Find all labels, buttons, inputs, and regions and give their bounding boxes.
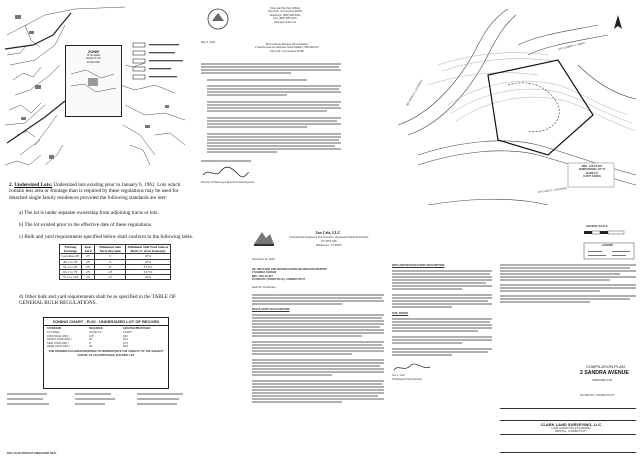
map-inset-line: SITE AREA <box>86 54 101 57</box>
table-cell: 33.3% <box>125 270 170 275</box>
heading-number: 2. <box>9 182 13 188</box>
table-cell: 10' <box>95 270 125 275</box>
table-cell: 5' <box>95 259 125 264</box>
table-header-cell: Existing Frontage <box>60 245 82 254</box>
table-cell: 46.1' to 55' <box>60 259 82 264</box>
table-cell: 25' <box>81 264 95 269</box>
item-a: a) The lot is under separate ownership from adjoining tracts or lots. <box>19 210 159 216</box>
company-logo-icon <box>252 228 276 248</box>
zoning-chart-note: THIS DRAWING HAS BEEN PREPARED TO DEMONSTRATE THE VIABILITY OF THE SUBJECT PARCEL AS AN APPROVABLE BUILDING LOT <box>48 350 164 357</box>
re-line: RE: WETLAND AND WATERCOURSE DELINEATION REPORT <box>252 268 328 271</box>
title-block <box>496 262 638 458</box>
zc-cell: LOT AREA <box>47 331 60 335</box>
org-line: Plymouth, Connecticut 06782 <box>268 10 302 14</box>
table-cell: 5' <box>95 254 125 259</box>
zc-cell: 40.0 <box>123 338 129 342</box>
to-line: Bunnysdoned Related Administration <box>265 43 309 46</box>
lot-label-line: 19,936 S.F. <box>585 171 599 175</box>
planning-letter <box>197 5 345 217</box>
table-cell: 25% <box>125 254 170 259</box>
zc-col: REQUIRED <box>89 327 103 330</box>
zc-cell: 262' <box>123 334 128 338</box>
table-cell: 12' <box>95 275 125 280</box>
table-cell: 25% <box>125 259 170 264</box>
road-label: N/F JOSEPH A. TIBERI <box>557 41 586 52</box>
to-line: 2 Sandra Avenue Newcase Nocal Mallard, 955-000-007 <box>255 46 319 50</box>
report-signer: Jon J. Celz <box>392 374 405 377</box>
table-cell: Less than 46' <box>60 254 82 259</box>
zc-col: STANDARD <box>47 327 62 330</box>
table-header-row <box>60 245 171 254</box>
table-header-cell: Minimum Side Yard Sum of Both (% of lot frontage) <box>125 245 170 254</box>
letter-signatory: Director of Planning & Economic Development <box>201 181 255 184</box>
yard-requirements-table <box>59 244 171 280</box>
zc-cell: 20,000 S.F. <box>89 331 103 335</box>
undersized-lots-paragraph <box>9 182 193 201</box>
re-line: MBL: R15-03-007 <box>252 274 273 278</box>
zc-col: EXISTING/PROPOSED <box>123 327 151 330</box>
company-sub: Professional Registered Soil Scientist • Registered Wetland Scientist <box>289 236 369 239</box>
zoning-regulations <box>5 178 195 460</box>
inset-map-graphic <box>66 64 121 104</box>
company-sub2: PO BOX 628 <box>321 240 337 243</box>
heading-text: Undersized lots existing prior to January 6, 1961. Lots which contain less area or frontage than is required by these regulations may be used for detached single family residences provided the following standards are met: <box>9 182 181 201</box>
table-header-cell: Minimum Side Yard One Side <box>95 245 125 254</box>
zc-cell: 6' <box>89 341 91 345</box>
heading-label: Undersized Lots: <box>14 182 53 188</box>
site-plan-drawing <box>388 5 638 260</box>
signature-icon <box>392 362 432 374</box>
map-inset-line: ZONE MAP <box>86 60 101 64</box>
map-inset-line: BASE PLAN <box>86 57 101 61</box>
stamp-note: NOT VALID WITHOUT EMBOSSED SEAL <box>7 452 57 455</box>
lot-label-line: SUBDIVISION LOT 37 <box>578 168 606 172</box>
company-name: Jon Celz, LLC <box>315 230 341 235</box>
road-label: N/F MARK S. LOZOWSKI <box>406 79 424 107</box>
scale-label: GRAPHIC SCALE <box>586 225 608 228</box>
lot-label-line: MBL: 215-03-007 <box>581 165 603 168</box>
zoning-chart <box>43 317 169 389</box>
table-cell: 31.5% <box>125 264 170 269</box>
item-c: c) Bulk and yard requirements specified below shall conform to the following table. <box>19 234 194 240</box>
letter2-salutation: Dear Mr. Dombrosky: <box>252 286 277 289</box>
re-line: PLYMOUTH (TERRYVILLE), CONNECTICUT <box>252 278 306 282</box>
section-heading: REGULATORY BACKGROUND <box>252 308 290 311</box>
zc-cell: 12.0 <box>123 341 129 345</box>
report-signer-title: Professional Soil Scientist <box>392 378 422 381</box>
zc-cell: SIDE YARD (MIN.) <box>47 341 69 345</box>
org-line: www.plymouthct.us <box>273 20 297 24</box>
firm-sub: LAND SURVEYING & PLANNING <box>551 427 591 430</box>
table-cell: 55.1' to 65' <box>60 264 82 269</box>
zc-cell: REAR YARD (MIN.) <box>47 345 70 349</box>
road-label: N/F JUNE E. LOZOWSKI <box>537 186 568 195</box>
table-cell: 25' <box>81 275 95 280</box>
wetland-report-letter <box>248 228 386 453</box>
item-b: b) The lot existed prior to the effective date of these regulations. <box>19 222 153 228</box>
table-header-cell: Rear Yard <box>81 245 95 254</box>
section-heading: WETLAND/WATERCOURSE DESCRIPTION <box>392 264 445 267</box>
table-cell: 25' <box>81 254 95 259</box>
org-line: Telephone: (860) 585-4001 <box>269 13 301 17</box>
re-line: 2 SANDRA AVENUE <box>252 271 277 275</box>
letter2-date: November 12, 2018 <box>252 258 275 261</box>
table-cell: 24% <box>125 275 170 280</box>
zc-cell: FRONTAGE (MIN.) <box>47 334 70 338</box>
zoning-chart-title: ZONING CHART - R-20 - UNDERSIZED LOT OF RECORD <box>44 318 168 326</box>
to-line: Plymouth, Connecticut 06786 <box>270 49 304 53</box>
letter-org <box>245 7 325 24</box>
section-heading: SOIL SERIES <box>392 312 409 315</box>
report-continuation <box>390 262 494 452</box>
lot-label <box>569 165 615 179</box>
letter-to <box>247 43 327 53</box>
table-cell: 65.1' to 75' <box>60 270 82 275</box>
town-seal-icon <box>205 7 231 31</box>
letter2-re <box>252 268 384 282</box>
legend-title: LEGEND <box>602 244 613 247</box>
zc-cell: 25' <box>89 345 93 349</box>
firm-name: CLARK LAND SURVEYING, LLC <box>540 422 602 427</box>
plan-title-1: COMPILATION PLAN <box>586 364 625 369</box>
map-inset-title: ZONE <box>87 49 100 54</box>
site-plan <box>388 5 638 260</box>
zc-cell: 40' <box>89 338 93 342</box>
company-sub3: Middletown, CT 06457 <box>316 244 342 247</box>
lot-label-line: 0.4577 ACRES <box>583 175 601 179</box>
zc-cell: FRONT YARD (MIN.) <box>47 338 72 342</box>
plan-title-2: 2 SANDRA AVENUE <box>580 370 629 376</box>
table-cell: 25' <box>81 259 95 264</box>
zc-cell: 58.8 <box>123 345 129 349</box>
table-cell: 6' <box>95 264 125 269</box>
table-row <box>60 275 171 280</box>
org-line: Town Hall Re Plan Official <box>270 7 300 10</box>
zc-cell: 125' <box>89 334 94 338</box>
prepared-for: PREPARED FOR <box>592 379 613 382</box>
letter-date: May 6, 2021 <box>201 41 216 44</box>
zoning-map-panel <box>5 5 195 175</box>
plan-location: PLYMOUTH, CONNECTICUT <box>580 394 615 397</box>
item-d: d) Other bulk and yard requirements shall be as specified in the TABLE OF GENERAL BULK REGULATIONS. <box>19 294 176 307</box>
signature-icon <box>201 165 251 179</box>
table-cell: 75.1' to 120' <box>60 275 82 280</box>
zc-cell: 19,005* <box>123 331 132 335</box>
table-cell: 25' <box>81 270 95 275</box>
map-inset <box>65 45 122 117</box>
north-arrow-icon <box>614 15 622 29</box>
org-line: Fax: (860) 585-4015 <box>273 17 297 21</box>
firm-sub2: BRISTOL, CONNECTICUT <box>555 430 587 433</box>
